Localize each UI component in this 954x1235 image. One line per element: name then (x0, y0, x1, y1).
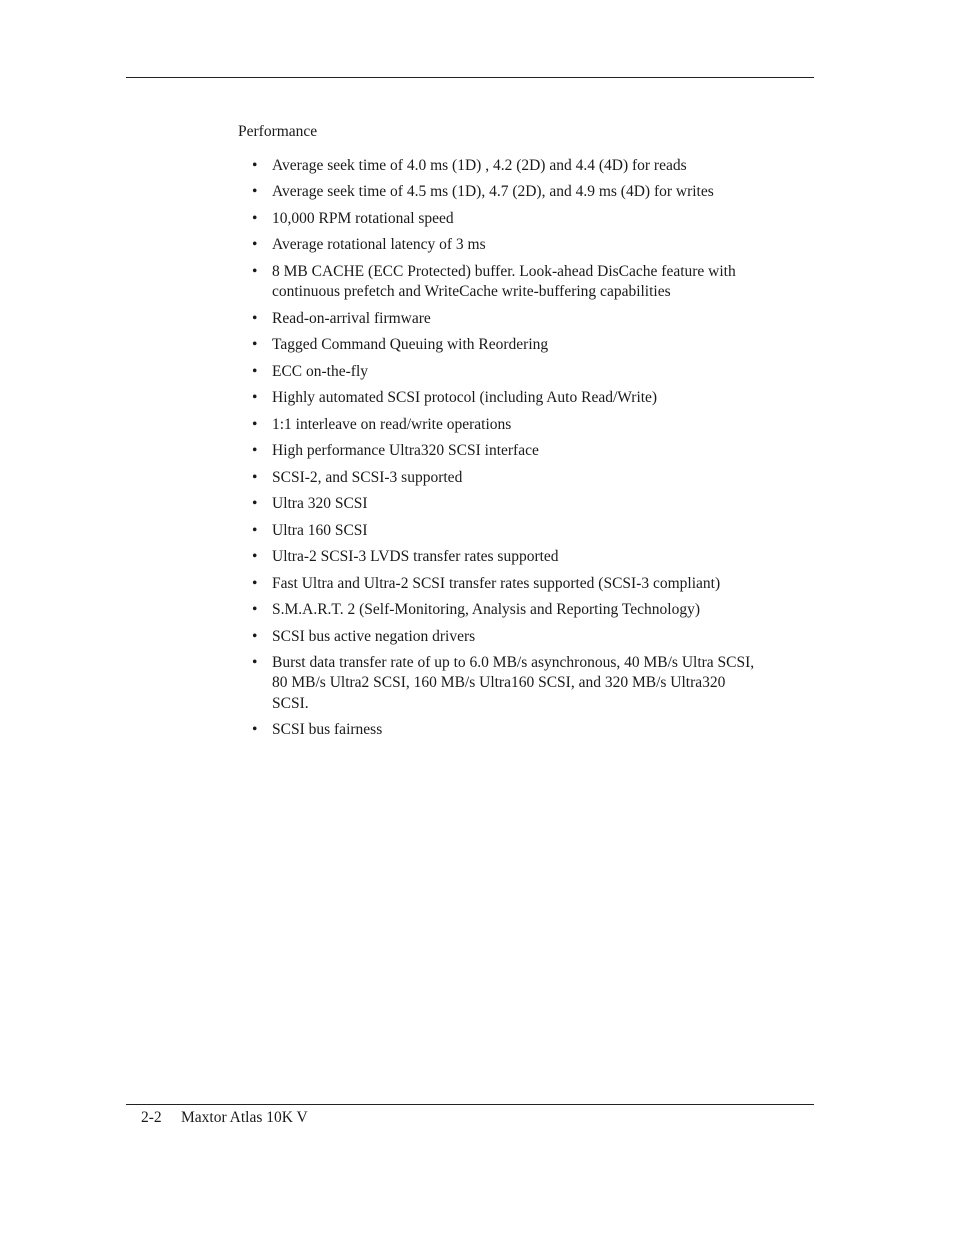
list-item-text: Average rotational latency of 3 ms (272, 236, 486, 254)
list-item (250, 600, 760, 620)
list-item-text: S.M.A.R.T. 2 (Self-Monitoring, Analysis and Reporting Technology) (272, 601, 701, 619)
list-item-text: SCSI bus active negation drivers (272, 627, 476, 645)
bullet-icon: • (252, 157, 258, 174)
list-item (250, 262, 760, 303)
list-item-text: ECC on-the-fly (272, 362, 368, 380)
list-item-text: Average seek time of 4.0 ms (1D) , 4.2 (2D) and 4.4 (4D) for reads (272, 157, 687, 174)
bullet-icon: • (252, 574, 258, 592)
list-item-text: Average seek time of 4.5 ms (1D), 4.7 (2D), and 4.9 ms (4D) for writes (272, 183, 714, 201)
bullet-icon: • (252, 236, 258, 254)
bullet-icon: • (252, 495, 258, 513)
performance-bullet-list (250, 156, 760, 740)
list-item-text: SCSI-2, and SCSI-3 supported (272, 468, 463, 486)
header-rule (126, 77, 814, 78)
list-item (250, 415, 760, 435)
list-item (250, 209, 760, 229)
page-number: 2-2 (141, 1109, 162, 1126)
page-footer (141, 1108, 308, 1128)
list-item (250, 627, 760, 647)
list-item-text: Fast Ultra and Ultra-2 SCSI transfer rates supported (SCSI-3 compliant) (272, 574, 721, 592)
list-item-text: Read-on-arrival firmware (272, 309, 431, 327)
list-item-text: 8 MB CACHE (ECC Protected) buffer. Look-ahead DisCache feature with continuous prefetch and WriteCache write-buffering capabilities (272, 262, 736, 301)
list-item (250, 156, 760, 176)
list-item-text: Burst data transfer rate of up to 6.0 MB/s asynchronous, 40 MB/s Ultra SCSI, 80 MB/s Ultra2 SCSI, 160 MB/s Ultra160 SCSI, and 320 MB/s Ultra320 SCSI. (272, 654, 755, 712)
list-item (250, 494, 760, 514)
list-item (250, 547, 760, 567)
list-item (250, 362, 760, 382)
list-item-text: Ultra-2 SCSI-3 LVDS transfer rates supported (272, 548, 559, 566)
bullet-icon: • (252, 654, 258, 672)
bullet-icon: • (252, 209, 258, 227)
section-heading: Performance (238, 123, 318, 140)
bullet-icon: • (252, 627, 258, 645)
bullet-icon: • (252, 336, 258, 354)
list-item (250, 720, 760, 740)
list-item (250, 521, 760, 541)
list-item (250, 235, 760, 255)
bullet-icon: • (252, 442, 258, 460)
bullet-icon: • (252, 262, 258, 280)
list-item (250, 441, 760, 461)
list-item-text: 1:1 interleave on read/write operations (272, 415, 512, 433)
list-item-text: Ultra 160 SCSI (272, 521, 368, 539)
bullet-icon: • (252, 389, 258, 407)
list-item-text: High performance Ultra320 SCSI interface (272, 442, 539, 460)
bullet-icon: • (252, 362, 258, 380)
list-item (250, 309, 760, 329)
bullet-icon: • (252, 548, 258, 566)
bullet-icon: • (252, 468, 258, 486)
footer-rule (126, 1104, 814, 1105)
list-item-text: SCSI bus fairness (272, 721, 383, 739)
list-item (250, 335, 760, 355)
bullet-icon: • (252, 309, 258, 327)
bullet-icon: • (252, 601, 258, 619)
list-item (250, 574, 760, 594)
list-item-text: Ultra 320 SCSI (272, 495, 368, 513)
list-item (250, 388, 760, 408)
list-item (250, 182, 760, 202)
bullet-icon: • (252, 183, 258, 201)
document-title: Maxtor Atlas 10K V (181, 1109, 308, 1126)
list-item-text: 10,000 RPM rotational speed (272, 209, 454, 227)
bullet-icon: • (252, 721, 258, 739)
bullet-icon: • (252, 521, 258, 539)
bullet-icon: • (252, 415, 258, 433)
list-item-text: Highly automated SCSI protocol (including Auto Read/Write) (272, 389, 658, 407)
list-item (250, 468, 760, 488)
list-item-text: Tagged Command Queuing with Reordering (272, 336, 549, 354)
list-item (250, 653, 760, 714)
